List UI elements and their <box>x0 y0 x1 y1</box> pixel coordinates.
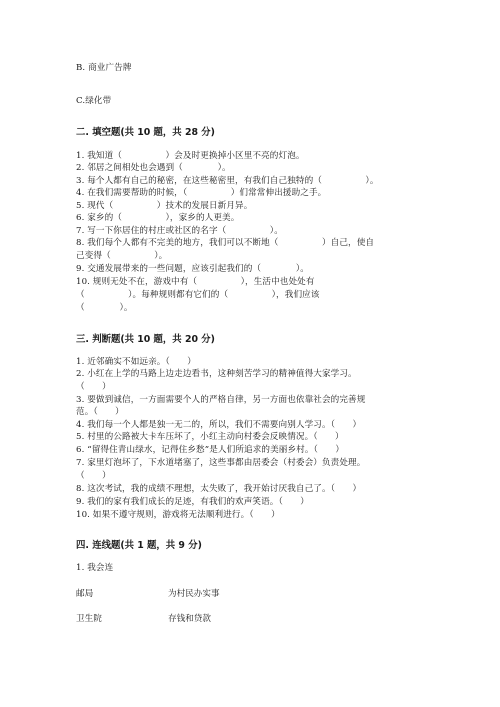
fill-question-line: 1. 我知道（ ）会及时更换掉小区里不亮的灯泡。 <box>76 151 305 161</box>
fill-question-line: 己变得（ ）。 <box>76 251 168 261</box>
matching-right-item: 存钱和贷款 <box>168 614 211 624</box>
judge-question-line: 10. 如果不遵守规则，游戏将无法顺利进行。（ ） <box>76 510 280 520</box>
matching-right-item: 为村民办实事 <box>168 589 220 599</box>
fill-question-line: 9. 交通发展带来的一些问题，应该引起我们的（ ）。 <box>76 264 309 274</box>
fill-question-line: 8. 我们每个人都有不完美的地方，我们可以不断地（ ）自己，使自 <box>76 238 375 248</box>
matching-intro: 1. 我会连 <box>76 563 114 573</box>
judge-question-line: 9. 我们的家有我们成长的足迹，有我们的欢声笑语。（ ） <box>76 497 309 507</box>
option-b: B. 商业广告牌 <box>76 63 132 73</box>
judge-question-line: 5. 村里的公路被大卡车压坏了，小红主动向村委会反映情况。（ ） <box>76 432 344 442</box>
judge-question-line: 6. “留得住青山绿水，记得住乡愁”是人们所追求的美丽乡村。（ ） <box>76 445 345 455</box>
fill-question-line: 6. 家乡的（ ），家乡的人更美。 <box>76 213 240 223</box>
fill-question-line: 5. 现代（ ）技术的发展日新月异。 <box>76 201 253 211</box>
judge-question-line: （ ） <box>76 382 111 392</box>
fill-question-line: 2. 邻居之间相处也会遇到（ ）。 <box>76 163 231 173</box>
judge-question-line: 范。（ ） <box>76 407 124 417</box>
fill-question-line: 10. 规则无处不在，游戏中有（ ），生活中也处处有 <box>76 277 315 287</box>
fill-question-line: （ ）。 <box>76 303 133 313</box>
judge-question-line: 4. 我们每一个人都是独一无二的，所以，我们不需要向别人学习。（ ） <box>76 420 362 430</box>
matching-left-item: 邮局 <box>76 589 94 599</box>
matching-left-item: 卫生院 <box>76 614 102 624</box>
fill-question-line: 4. 在我们需要帮助的时候，（ ）们常常伸出援助之手。 <box>76 188 327 198</box>
judge-question-line: （ ） <box>76 471 111 481</box>
section-heading-fill-blank: 二. 填空题(共 10 题，共 28 分) <box>76 127 215 138</box>
section-heading-true-false: 三. 判断题(共 10 题，共 20 分) <box>76 334 215 345</box>
section-heading-matching: 四. 连线题(共 1 题，共 9 分) <box>76 540 202 551</box>
judge-question-line: 1. 近邻确实不如远亲。（ ） <box>76 357 196 367</box>
judge-question-line: 3. 要做到诚信，一方面需要个人的严格自律，另一方面也依靠社会的完善规 <box>76 395 366 405</box>
judge-question-line: 8. 这次考试，我的成绩不理想，太失败了，我开始讨厌我自己了。（ ） <box>76 484 362 494</box>
judge-question-line: 2. 小红在上学的马路上边走边看书，这种刻苦学习的精神值得大家学习。 <box>76 369 357 379</box>
judge-question-line: 7. 家里灯泡坏了，下水道堵塞了，这些事都由居委会（村委会）负责处理。 <box>76 458 366 468</box>
fill-question-line: （ ）。每种规则都有它们的（ ），我们应该 <box>76 290 320 300</box>
fill-question-line: 3. 每个人都有自己的秘密，在这些秘密里，有我们自己独特的（ ）。 <box>76 176 379 186</box>
fill-question-line: 7. 写一下你居住的村庄或社区的名字（ ）。 <box>76 226 283 236</box>
option-c: C.绿化带 <box>76 96 112 106</box>
